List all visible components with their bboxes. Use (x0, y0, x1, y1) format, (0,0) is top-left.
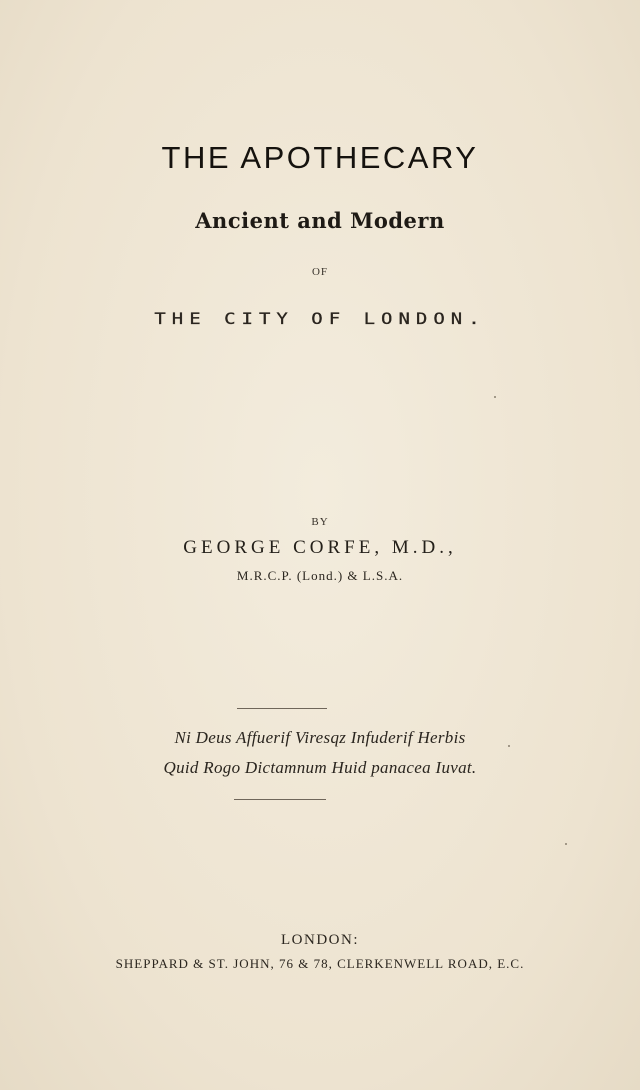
imprint-publisher: SHEPPARD & ST. JOHN, 76 & 78, CLERKENWELL ROAD, E.C. (115, 956, 525, 971)
book-subtitle: Ancient and Modern (195, 208, 445, 233)
of-label: OF (311, 266, 329, 278)
paper-speck (565, 843, 567, 845)
book-title: THE APOTHECARY (161, 140, 479, 175)
divider-bottom (234, 799, 326, 800)
paper-speck (508, 745, 510, 747)
motto-line-1: Ni Deus Affuerif Viresqz Infuderif Herbis (174, 728, 466, 747)
city-line: THE CITY OF LONDON. (154, 309, 486, 329)
divider-top (237, 708, 327, 709)
by-label: BY (311, 516, 329, 528)
author-name: GEORGE CORFE, M.D., (183, 537, 457, 558)
paper-speck (494, 396, 496, 398)
author-credentials: M.R.C.P. (Lond.) & L.S.A. (236, 568, 404, 583)
motto-line-2: Quid Rogo Dictamnum Huid panacea Iuvat. (163, 758, 477, 777)
imprint-place: LONDON: (281, 932, 359, 948)
